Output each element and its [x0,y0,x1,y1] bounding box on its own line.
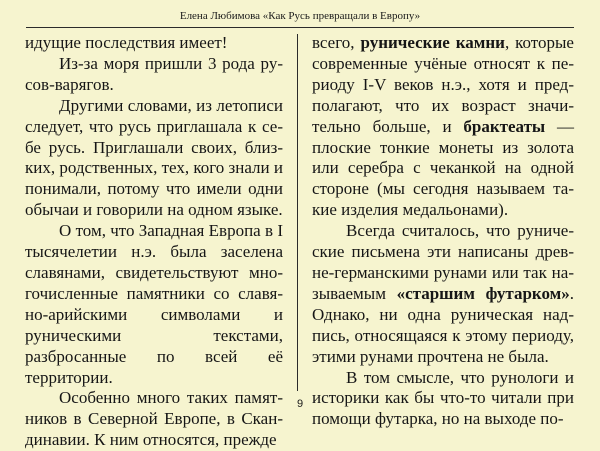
paragraph-continuation: идущие последствия имеет! [25,33,228,52]
text-run: . Однако, ни одна руническая надпись, относящаяся к этому периоду, этими рунами прочтена не была. [312,283,574,366]
paragraph: О том, что Западная Европа в I тысячелетии н.э. была заселена славянами, свидетельствуют многочисленные памятники со славяно-арийскими символами и руническими текстами, разбросанные по всей её территории. [25,221,283,387]
running-header: Елена Любимова «Как Русь превращали в Европу» [179,10,421,22]
text-run: — плоские тонкие монеты из золота или серебра с чеканкой на одной стороне (мы сегодня называем такие изделия медальонами). [312,116,574,220]
column-divider [297,34,298,391]
text-run: всего, [312,33,361,52]
bold-term-elder-futhark: «старшим футарком» [396,283,570,303]
paragraph: Другими словами, из летописи следует, что русь приглашала к себе русь. Приглашали своих, близких, родственных, тех, кого знали и понимали, потому что имели одни обычаи и говорили на одном языке. [25,95,283,220]
paragraph: В том смысле, что рунологи и историки как бы что-то читали при помощи футарка, но на выходе по- [312,367,574,429]
header-rule [26,27,574,28]
paragraph: Особенно много таких памятников в Северной Европе, в Скандинавии. К ним относятся, прежде [25,388,283,450]
right-text-column [312,33,574,430]
paragraph: Из-за моря пришли 3 рода русов-варягов. [25,53,283,94]
left-text-column [25,33,283,451]
bold-term-bracteates: брактеаты [463,116,546,136]
page-number: 9 [296,398,304,410]
text-run: Всегда считалось, что рунические письмена эти написаны древне-германскими рунами или так называемым [312,221,574,303]
bold-term-runic-stones: рунические камни [360,33,505,52]
text-run: , которые современные учёные относят к периоду I-V веков н.э., хотя и предполагают, что их возраст значительно больше, и [312,33,574,136]
paragraph [312,221,574,367]
paragraph-continuation [312,33,574,221]
